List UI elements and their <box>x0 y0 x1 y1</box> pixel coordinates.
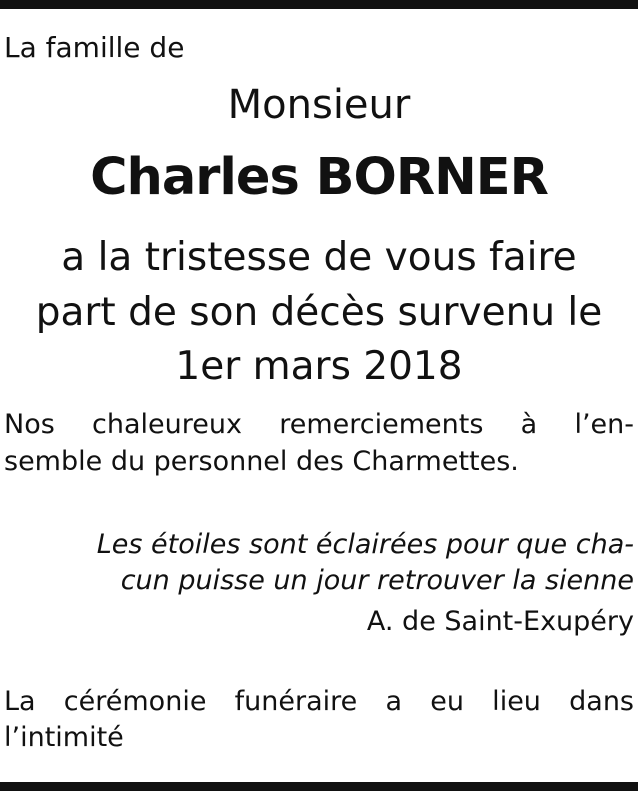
top-border-rule <box>0 0 638 9</box>
deceased-name: Charles BORNER <box>90 148 548 207</box>
announcement-date: 1er mars 2018 <box>175 344 463 389</box>
quote-author: A. de Saint-Exupéry <box>366 606 634 637</box>
bottom-border-rule <box>0 782 638 791</box>
ceremony-line: La cérémonie funéraire a eu lieu dans <box>4 686 634 717</box>
ceremony-paragraph-end <box>4 724 634 751</box>
quote-line: Les étoiles sont éclairées pour que cha- <box>96 529 634 560</box>
ceremony-paragraph <box>4 688 634 715</box>
thanks-line: semble du personnel des Charmettes. <box>4 446 519 477</box>
thanks-paragraph-end <box>4 448 634 475</box>
intro-text: La famille de <box>4 31 185 64</box>
thanks-line: Nos chaleureux remerciements à l’en- <box>4 409 634 440</box>
quote-line: cun puisse un jour retrouver la sienne <box>120 565 634 596</box>
ceremony-line: l’intimité <box>4 722 124 753</box>
thanks-paragraph <box>4 411 634 438</box>
honorific: Monsieur <box>227 82 411 128</box>
announcement-line: a la tristesse de vous faire <box>61 235 577 280</box>
announcement-line: part de son décès survenu le <box>35 290 603 335</box>
